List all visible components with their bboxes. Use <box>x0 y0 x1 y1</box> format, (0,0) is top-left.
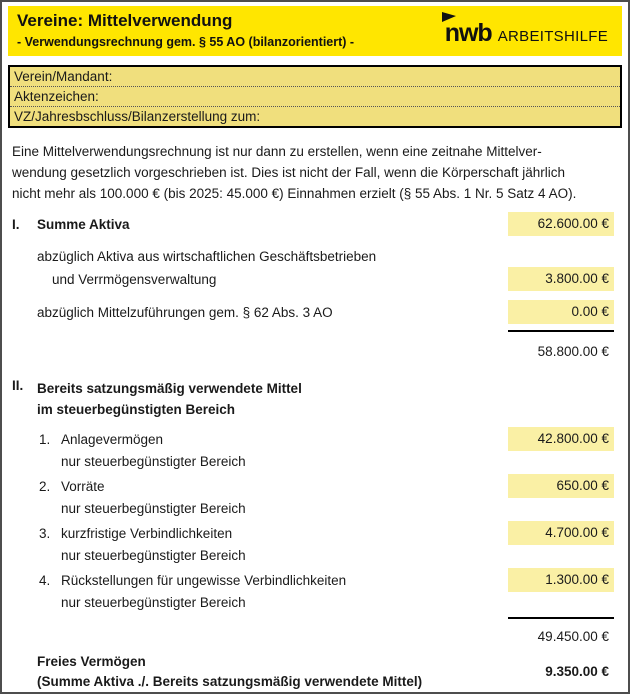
item3-label: kurzfristige Verbindlichkeiten <box>61 525 233 541</box>
item3-number: 3. <box>39 525 51 541</box>
item1-label: Anlagevermögen <box>61 431 164 447</box>
banner-text <box>8 6 354 56</box>
result-value: 9.350.00 € <box>545 664 609 679</box>
item3-row <box>8 521 622 545</box>
client-label-stichtag: VZ/Jahresbschluss/Bilanzerstellung zum: <box>14 109 261 124</box>
section1-sum-rule-row <box>8 330 622 332</box>
section1-subtotal-value: 58.800.00 € <box>537 344 609 359</box>
client-row-verein <box>10 67 620 86</box>
section2-sum-rule <box>508 617 614 619</box>
result-row <box>8 652 622 692</box>
client-input-stichtag[interactable] <box>260 107 620 126</box>
nwb-suffix-text: ARBEITSHILFE <box>497 28 608 45</box>
item2-label: Vorräte <box>61 478 105 494</box>
section2-title-line2: im steuerbegünstigten Bereich <box>37 402 236 417</box>
item3-note-row <box>8 545 622 566</box>
page-subtitle: - Verwendungsrechnung gem. § 55 AO (bilanzorientiert) - <box>17 35 355 49</box>
deduction2-value-cell[interactable]: 0.00 € <box>508 300 614 324</box>
section2-title <box>37 378 302 420</box>
client-row-aktenzeichen <box>10 86 620 106</box>
item1-note: nur steuerbegünstigter Bereich <box>61 454 246 469</box>
intro-line-1: Eine Mittelverwendungsrechnung ist nur dann zu erstellen, wenn eine zeitnahe Mittelver- <box>12 144 542 159</box>
deduction1-line1-row <box>8 246 622 267</box>
section1-sum-rule <box>508 330 614 332</box>
deduction1-label-line1: abzüglich Aktiva aus wirtschaftlichen Geschäftsbetrieben <box>37 249 377 264</box>
client-label-verein: Verein/Mandant: <box>14 69 113 84</box>
item2-value-cell[interactable]: 650.00 € <box>508 474 614 498</box>
section1-title-row <box>8 212 622 236</box>
result-label-line1: Freies Vermögen <box>37 654 146 669</box>
nwb-logo <box>444 19 608 56</box>
client-data-box <box>8 65 622 128</box>
item2-number: 2. <box>39 478 51 494</box>
deduction2-row <box>8 300 622 324</box>
item1-note-row <box>8 451 622 472</box>
deduction1-line2-row <box>8 267 622 291</box>
deduction2-label: abzüglich Mittelzuführungen gem. § 62 Abs. 3 AO <box>37 304 333 320</box>
section2-title-line1: Bereits satzungsmäßig verwendete Mittel <box>37 381 302 396</box>
item2-row <box>8 474 622 498</box>
client-input-aktenzeichen[interactable] <box>99 87 620 106</box>
result-label-line2: (Summe Aktiva ./. Bereits satzungsmäßig verwendete Mittel) <box>37 674 423 689</box>
item1-value-cell[interactable]: 42.800.00 € <box>508 427 614 451</box>
intro-line-2: wendung gesetzlich vorgeschrieben ist. Dies ist nicht der Fall, wenn die Körperschaft jährlich <box>12 165 566 180</box>
item4-note: nur steuerbegünstigter Bereich <box>61 595 246 610</box>
section1-subtotal-row <box>8 340 622 364</box>
page-title: Vereine: Mittelverwendung <box>17 11 233 30</box>
item3-value-cell[interactable]: 4.700.00 € <box>508 521 614 545</box>
item4-label: Rückstellungen für ungewisse Verbindlichkeiten <box>61 572 347 588</box>
item1-number: 1. <box>39 431 51 447</box>
title-banner <box>8 6 622 56</box>
section2-sum-rule-row <box>8 617 622 619</box>
summe-aktiva-value-cell[interactable]: 62.600.00 € <box>508 212 614 236</box>
nwb-brand-text: nwb <box>444 19 492 47</box>
section2-numeral: II. <box>12 378 24 393</box>
item3-note: nur steuerbegünstigter Bereich <box>61 548 246 563</box>
section2-subtotal-value: 49.450.00 € <box>537 629 609 644</box>
nwb-flag-icon <box>442 12 456 22</box>
item1-row <box>8 427 622 451</box>
client-label-aktenzeichen: Aktenzeichen: <box>14 89 99 104</box>
section2-subtotal-row <box>8 625 622 649</box>
item4-value-cell[interactable]: 1.300.00 € <box>508 568 614 592</box>
deduction1-value-cell[interactable]: 3.800.00 € <box>508 267 614 291</box>
result-label <box>37 652 422 692</box>
item2-note-row <box>8 498 622 519</box>
item4-note-row <box>8 592 622 613</box>
section1-title: Summe Aktiva <box>37 216 130 232</box>
intro-line-3: nicht mehr als 100.000 € (bis 2025: 45.000 €) Einnahmen erzielt (§ 55 Abs. 1 Nr. 5 Satz 4 AO). <box>12 186 577 201</box>
section2-title-row <box>8 378 622 420</box>
client-row-stichtag <box>10 106 620 126</box>
item4-row <box>8 568 622 592</box>
item4-number: 4. <box>39 572 51 588</box>
intro-paragraph <box>12 141 618 204</box>
item2-note: nur steuerbegünstigter Bereich <box>61 501 246 516</box>
section1-numeral: I. <box>12 216 20 232</box>
client-input-verein[interactable] <box>112 67 620 86</box>
deduction1-label-line2: und Verrmögensverwaltung <box>52 271 217 287</box>
